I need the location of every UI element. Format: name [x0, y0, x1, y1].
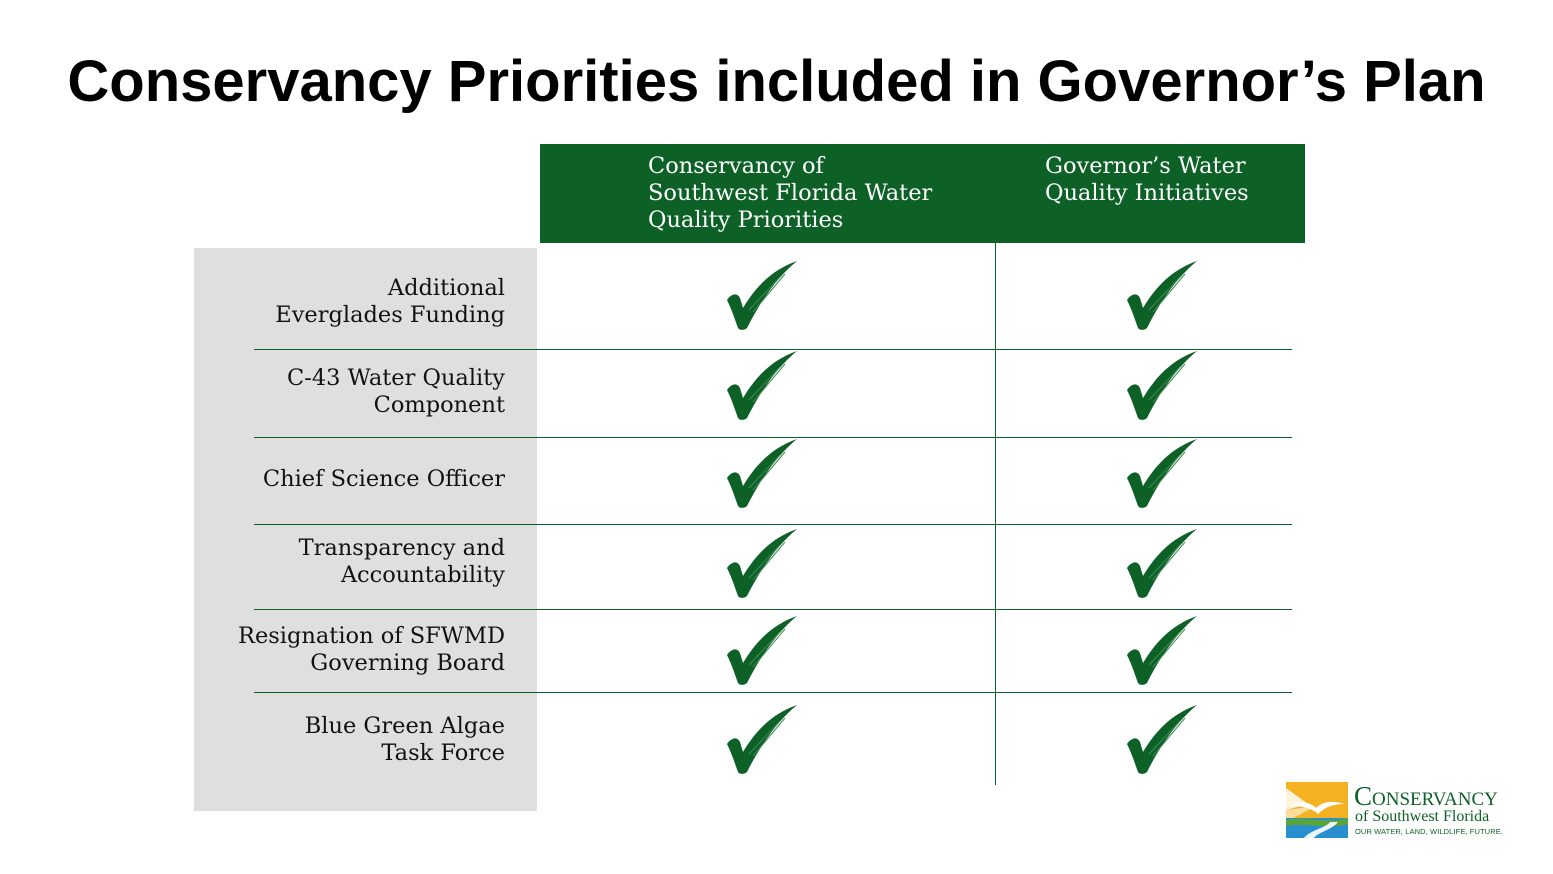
conservancy-logo [1286, 782, 1526, 842]
conservancy-logo-icon [1286, 782, 1348, 838]
checkmark-icon [1125, 526, 1199, 600]
checkmark-icon [1125, 613, 1199, 687]
logo-tagline: OUR WATER, LAND, WILDLIFE, FUTURE. [1355, 827, 1503, 836]
checkmark-icon [725, 526, 799, 600]
row-label-algae-task-force: Blue Green Algae Task Force [304, 713, 505, 766]
logo-subtitle: of Southwest Florida [1355, 808, 1490, 825]
row-label-sfwmd-resignation: Resignation of SFWMD Governing Board [238, 623, 505, 676]
checkmark-icon [1125, 348, 1199, 422]
row-label-everglades-funding: Additional Everglades Funding [275, 275, 505, 328]
checkmark-icon [725, 436, 799, 510]
row-divider [254, 524, 1292, 525]
row-divider [254, 692, 1292, 693]
logo-name: Conservancy [1354, 781, 1498, 811]
checkmark-icon [725, 258, 799, 332]
checkmark-icon [1125, 258, 1199, 332]
checkmark-icon [725, 702, 799, 776]
row-label-c43-water-quality: C-43 Water Quality Component [287, 365, 505, 418]
checkmark-icon [725, 613, 799, 687]
column-header-conservancy: Conservancy of Southwest Florida Water Quality Priorities [648, 153, 933, 233]
row-label-chief-science-officer: Chief Science Officer [262, 466, 505, 492]
row-label-transparency: Transparency and Accountability [298, 535, 505, 588]
checkmark-icon [1125, 702, 1199, 776]
checkmark-icon [1125, 436, 1199, 510]
slide-title: Conservancy Priorities included in Governor’s Plan [67, 49, 1486, 114]
checkmark-icon [725, 348, 799, 422]
row-divider [254, 609, 1292, 610]
column-header-governor: Governor’s Water Quality Initiatives [1045, 153, 1249, 206]
column-divider [995, 243, 996, 785]
